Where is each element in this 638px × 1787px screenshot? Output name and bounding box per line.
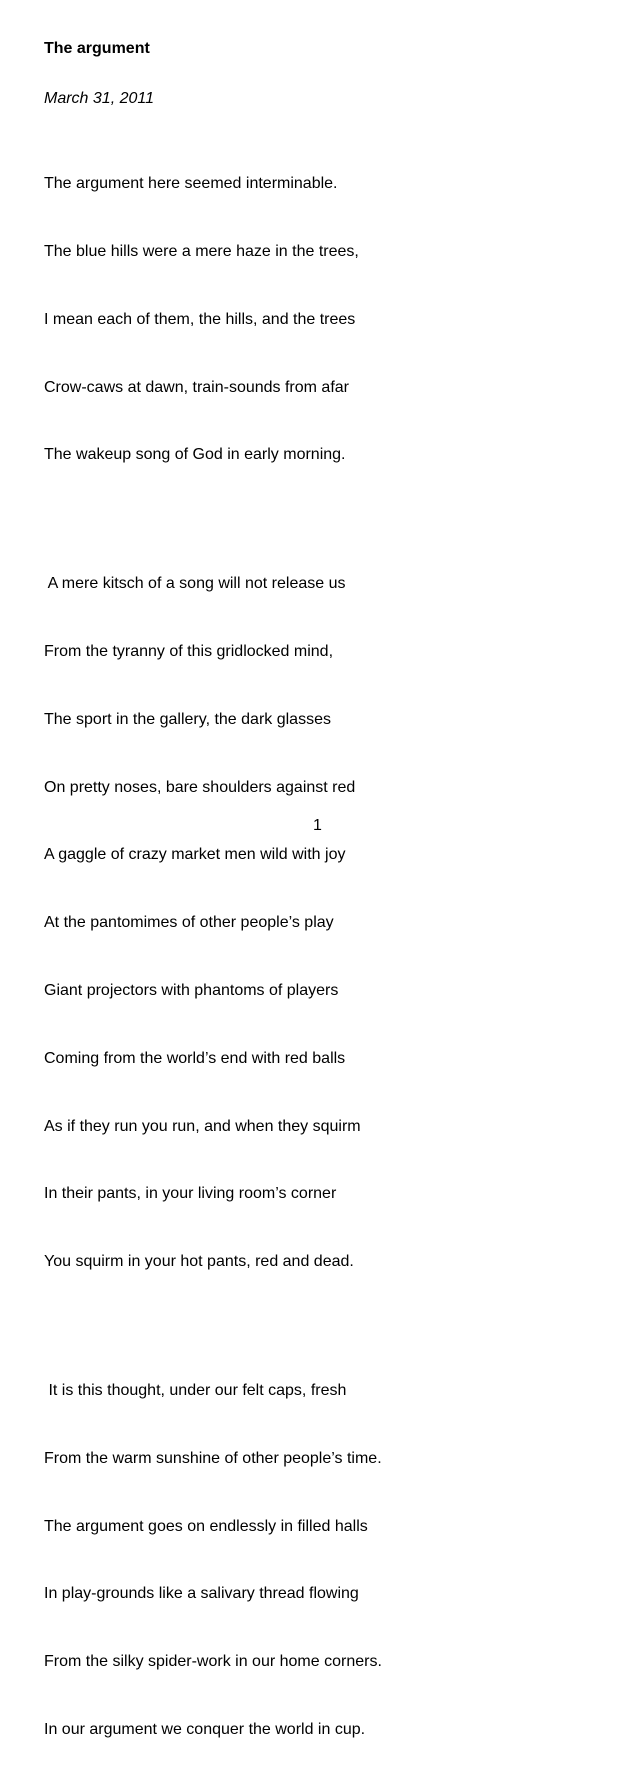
poem-line: Coming from the world’s end with red balls	[44, 1049, 346, 1067]
poem-line: A gaggle of crazy market men wild with joy	[44, 846, 346, 864]
poem-line: In play-grounds like a salivary thread flowing	[44, 1585, 359, 1603]
poem-line: In our argument we conquer the world in cup.	[44, 1720, 366, 1738]
poem-line: Crow-caws at dawn, train-sounds from afar	[44, 378, 349, 396]
stanza-3	[44, 1335, 604, 1787]
poem-line: On pretty noses, bare shoulders against red	[44, 778, 356, 796]
stanza-2	[44, 528, 604, 1319]
poem-line: As if they run you run, and when they squirm	[44, 1117, 361, 1135]
poem-line: In their pants, in your living room’s corner	[44, 1185, 337, 1203]
poem-line: You squirm in your hot pants, red and dead.	[44, 1253, 354, 1271]
poem-line: At the pantomimes of other people’s play	[44, 914, 334, 932]
poem-line: I mean each of them, the hills, and the trees	[44, 310, 356, 328]
document-page	[44, 38, 604, 1787]
stanza-1	[44, 128, 604, 512]
poem-line: The sport in the gallery, the dark glasses	[44, 710, 331, 728]
poem-line: From the warm sunshine of other people’s time.	[44, 1449, 382, 1467]
poem-line: The blue hills were a mere haze in the trees,	[44, 242, 359, 260]
poem-line: A mere kitsch of a song will not release us	[44, 575, 346, 593]
poem-date: March 31, 2011	[44, 90, 154, 107]
poem-line: From the silky spider-work in our home corners.	[44, 1653, 382, 1671]
poem-line: The argument goes on endlessly in filled halls	[44, 1517, 368, 1535]
poem-line: The argument here seemed interminable.	[44, 175, 338, 193]
poem-title: The argument	[44, 40, 150, 57]
poem-line: It is this thought, under our felt caps, fresh	[44, 1382, 347, 1400]
poem-line: From the tyranny of this gridlocked mind,	[44, 643, 334, 661]
poem-line: Giant projectors with phantoms of players	[44, 981, 339, 999]
page-number: 1	[313, 817, 322, 834]
poem-line: The wakeup song of God in early morning.	[44, 446, 346, 464]
